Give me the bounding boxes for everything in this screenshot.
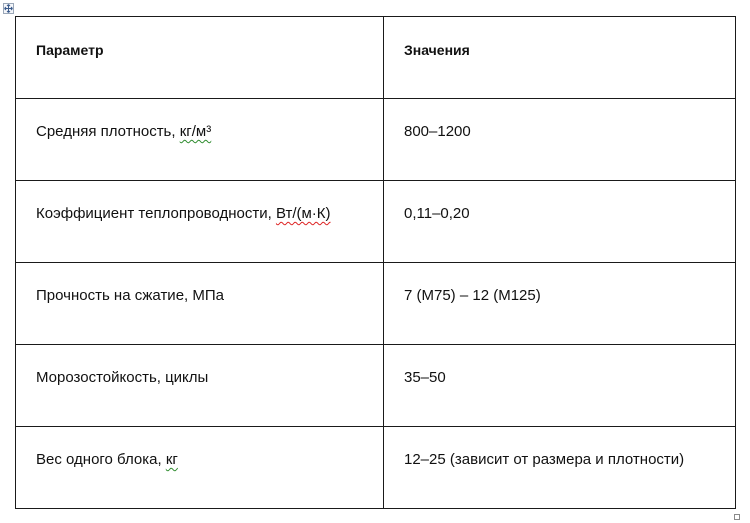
param-text: Вес одного блока, [36,451,166,468]
value-text: 0,11–0,20 [404,205,470,222]
value-cell[interactable] [384,181,736,263]
table-row [16,99,736,181]
table-header-row [16,17,736,99]
properties-table [15,16,736,509]
value-text: 35–50 [404,369,446,386]
header-parameter-label: Параметр [36,42,104,58]
table-row [16,345,736,427]
param-text: Средняя плотность, [36,123,180,140]
param-unit: кг/м³ [179,123,212,140]
table-row [16,181,736,263]
param-cell[interactable] [16,181,384,263]
table-row [16,427,736,509]
param-text: Морозостойкость, циклы [36,369,209,386]
value-cell[interactable] [384,99,736,181]
value-cell[interactable] [384,345,736,427]
header-cell-parameter[interactable] [16,17,384,99]
param-unit: кг [165,451,178,468]
param-text: Прочность на сжатие, МПа [36,287,224,304]
table-resize-handle-icon[interactable] [734,514,740,520]
param-unit: Вт/(м·К) [275,205,331,222]
table-move-handle-icon[interactable] [3,3,14,14]
param-cell[interactable] [16,99,384,181]
value-text: 12–25 (зависит от размера и плотности) [404,451,685,468]
value-text: 800–1200 [404,123,471,140]
param-text: Коэффициент теплопроводности, [36,205,276,222]
header-cell-values[interactable] [384,17,736,99]
param-cell[interactable] [16,263,384,345]
table-row [16,263,736,345]
value-text: 7 (М75) – 12 (М125) [404,287,541,304]
value-cell[interactable] [384,427,736,509]
param-cell[interactable] [16,345,384,427]
header-values-label: Значения [404,42,470,58]
param-cell[interactable] [16,427,384,509]
value-cell[interactable] [384,263,736,345]
